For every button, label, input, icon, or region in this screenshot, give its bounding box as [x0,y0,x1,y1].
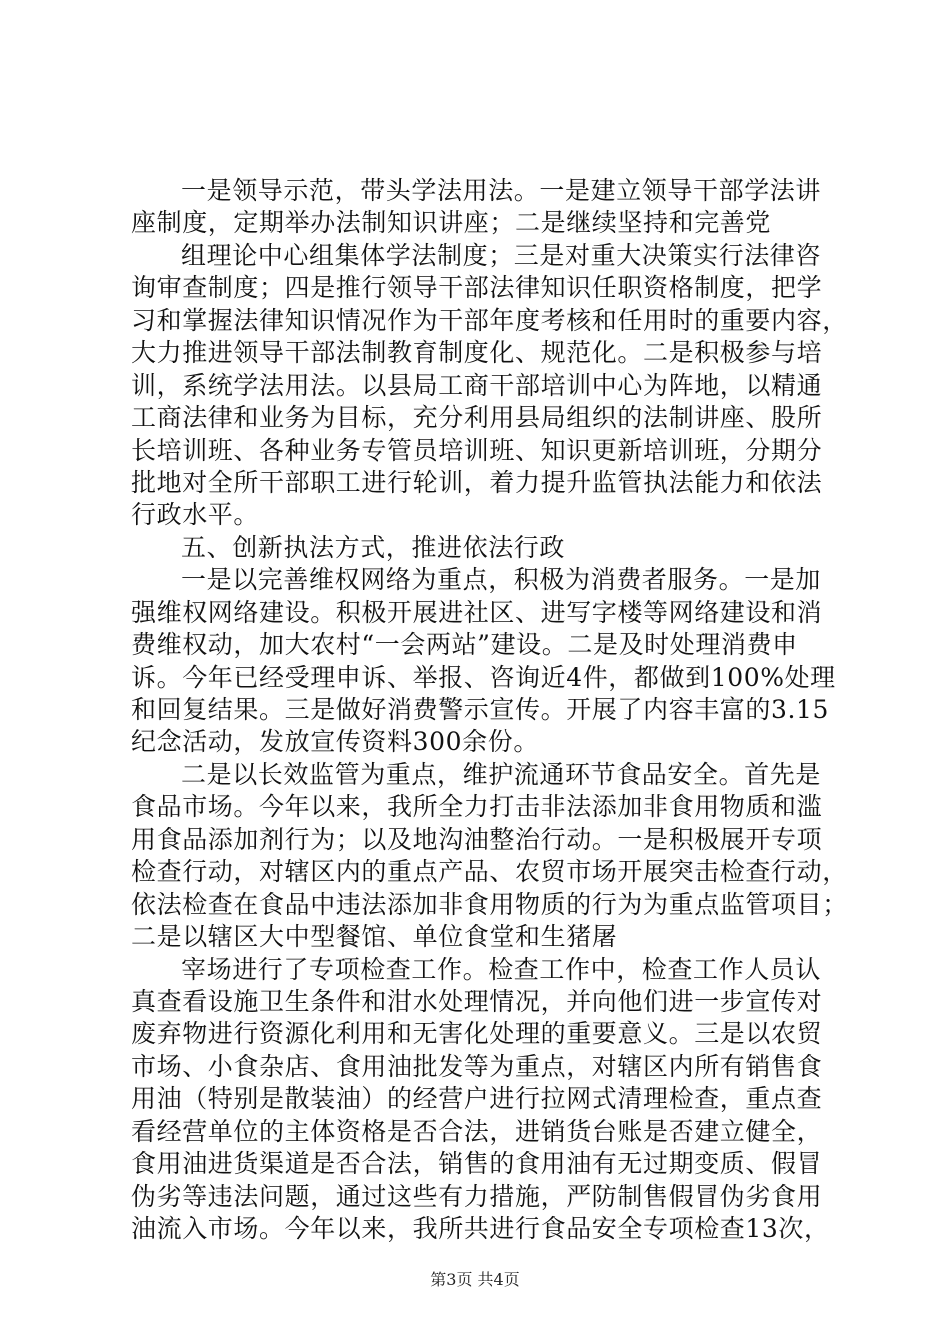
text-line: 行政水平。 [131,500,260,530]
text-line: 食品市场。今年以来，我所全力打击非法添加非食用物质和滥 [131,792,823,822]
text-line: 诉。今年已经受理申诉、举报、咨询近4件，都做到100%处理 [131,662,836,692]
text-line: 真查看设施卫生条件和泔水处理情况，并向他们进一步宣传对 [131,986,823,1016]
text-line: 市场、小食杂店、食用油批发等为重点，对辖区内所有销售食 [131,1051,823,1081]
text-line: 二是以长效监管为重点，维护流通环节食品安全。首先是 [181,759,822,789]
text-line: 依法检查在食品中违法添加非食用物质的行为为重点监管项目； [131,889,848,919]
text-line: 一是以完善维权网络为重点，积极为消费者服务。一是加 [181,565,822,595]
text-line: 一是领导示范，带头学法用法。一是建立领导干部学法讲 [181,176,822,205]
text-line: 组理论中心组集体学法制度；三是对重大决策实行法律咨 [181,240,822,270]
text-line: 看经营单位的主体资格是否合法，进销货台账是否建立健全， [131,1116,823,1146]
text-line: 工商法律和业务为目标，充分利用县局组织的法制讲座、股所 [131,403,823,433]
text-line: 长培训班、各种业务专管员培训班、知识更新培训班，分期分 [131,435,823,465]
text-line: 油流入市场。今年以来，我所共进行食品安全专项检查13次， [131,1214,830,1243]
text-line: 座制度，定期举办法制知识讲座；二是继续坚持和完善党 [131,208,772,238]
text-line: 宰场进行了专项检查工作。检查工作中，检查工作人员认 [181,954,822,984]
text-line: 询审查制度；四是推行领导干部法律知识任职资格制度，把学 [131,273,823,303]
page-number-footer: 第3页 共4页 [430,1270,520,1289]
text-line: 检查行动，对辖区内的重点产品、农贸市场开展突击检查行动， [131,857,848,887]
text-line: 废弃物进行资源化利用和无害化处理的重要意义。三是以农贸 [131,1019,823,1049]
text-line: 费维权动，加大农村“一会两站”建设。二是及时处理消费申 [131,630,798,660]
text-line: 纪念活动，发放宣传资料300余份。 [131,727,539,757]
text-line: 训，系统学法用法。以县局工商干部培训中心为阵地，以精通 [131,370,823,400]
document-body [131,175,848,1245]
text-line: 和回复结果。三是做好消费警示宣传。开展了内容丰富的3.15 [131,695,830,724]
text-line: 批地对全所干部职工进行轮训，着力提升监管执法能力和依法 [131,467,823,497]
text-line: 用食品添加剂行为；以及地沟油整治行动。一是积极展开专项 [131,824,823,854]
text-line: 伪劣等违法问题，通过这些有力措施，严防制售假冒伪劣食用 [131,1181,823,1211]
text-line: 大力推进领导干部法制教育制度化、规范化。二是积极参与培 [131,338,823,368]
text-line: 用油（特别是散装油）的经营户进行拉网式清理检查，重点查 [131,1084,823,1114]
section-heading: 五、创新执法方式，推进依法行政 [181,532,566,562]
text-line: 食用油进货渠道是否合法，销售的食用油有无过期变质、假冒 [131,1149,823,1179]
text-line: 二是以辖区大中型餐馆、单位食堂和生猪屠 [131,922,618,952]
text-line: 强维权网络建设。积极开展进社区、进写字楼等网络建设和消 [131,597,823,627]
text-line: 习和掌握法律知识情况作为干部年度考核和任用时的重要内容， [131,305,848,335]
